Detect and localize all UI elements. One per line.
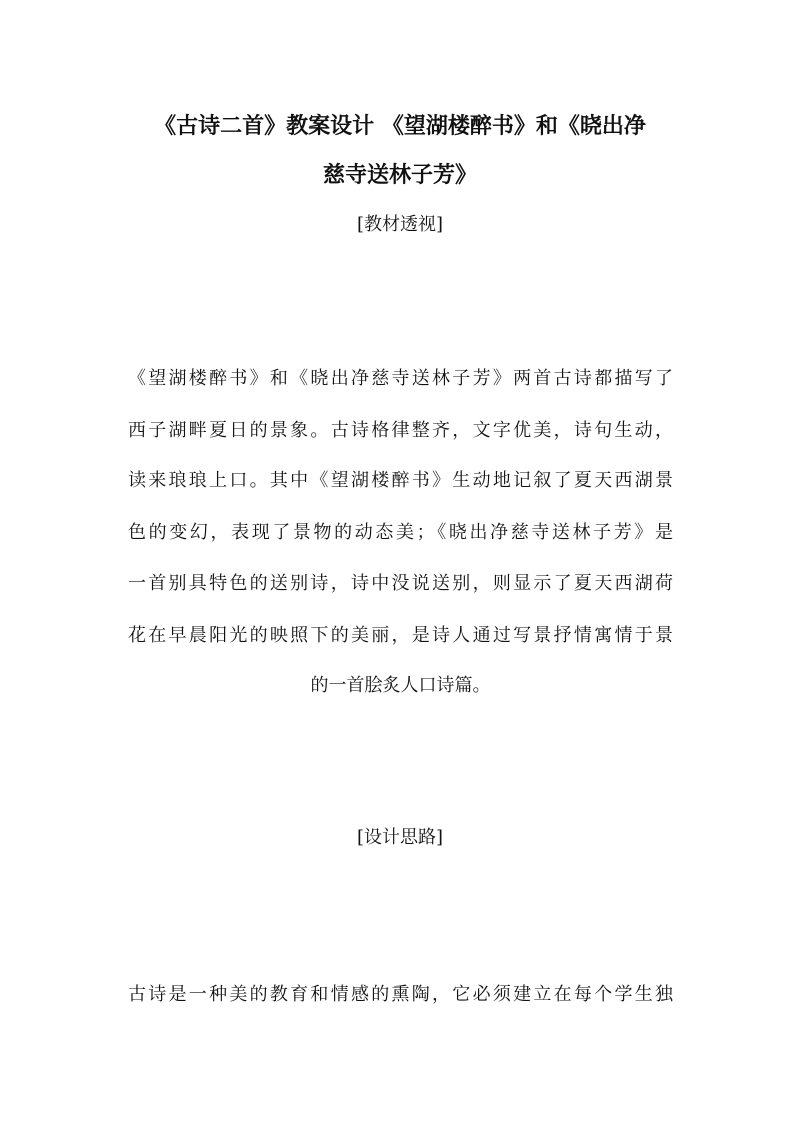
paragraph-line: 读来琅琅上口。其中《望湖楼醉书》生动地记叙了夏天西湖景 xyxy=(128,470,673,491)
paragraph-line: 《望湖楼醉书》和《晓出净慈寺送林子芳》两首古诗都描写了 xyxy=(128,368,673,389)
paragraph-line: 色的变幻，表现了景物的动态美；《晓出净慈寺送林子芳》是 xyxy=(128,522,673,543)
document-title-line-1: 《古诗二首》教案设计 《望湖楼醉书》和《晓出净 xyxy=(154,113,646,139)
paragraph-line: 花在早晨阳光的映照下的美丽，是诗人通过写景抒情寓情于景 xyxy=(128,625,673,646)
document-title-line-2: 慈寺送林子芳》 xyxy=(322,162,477,188)
section-heading-design-idea: [设计思路] xyxy=(356,827,444,848)
section-heading-textbook-analysis: [教材透视] xyxy=(356,214,444,235)
paragraph-line: 一首别具特色的送别诗，诗中没说送别，则显示了夏天西湖荷 xyxy=(128,573,673,594)
paragraph-line: 的一首脍炙人口诗篇。 xyxy=(310,675,491,696)
paragraph-line: 西子湖畔夏日的景象。古诗格律整齐，文字优美，诗句生动， xyxy=(128,420,673,441)
paragraph-line: 古诗是一种美的教育和情感的熏陶，它必须建立在每个学生独 xyxy=(128,984,673,1005)
